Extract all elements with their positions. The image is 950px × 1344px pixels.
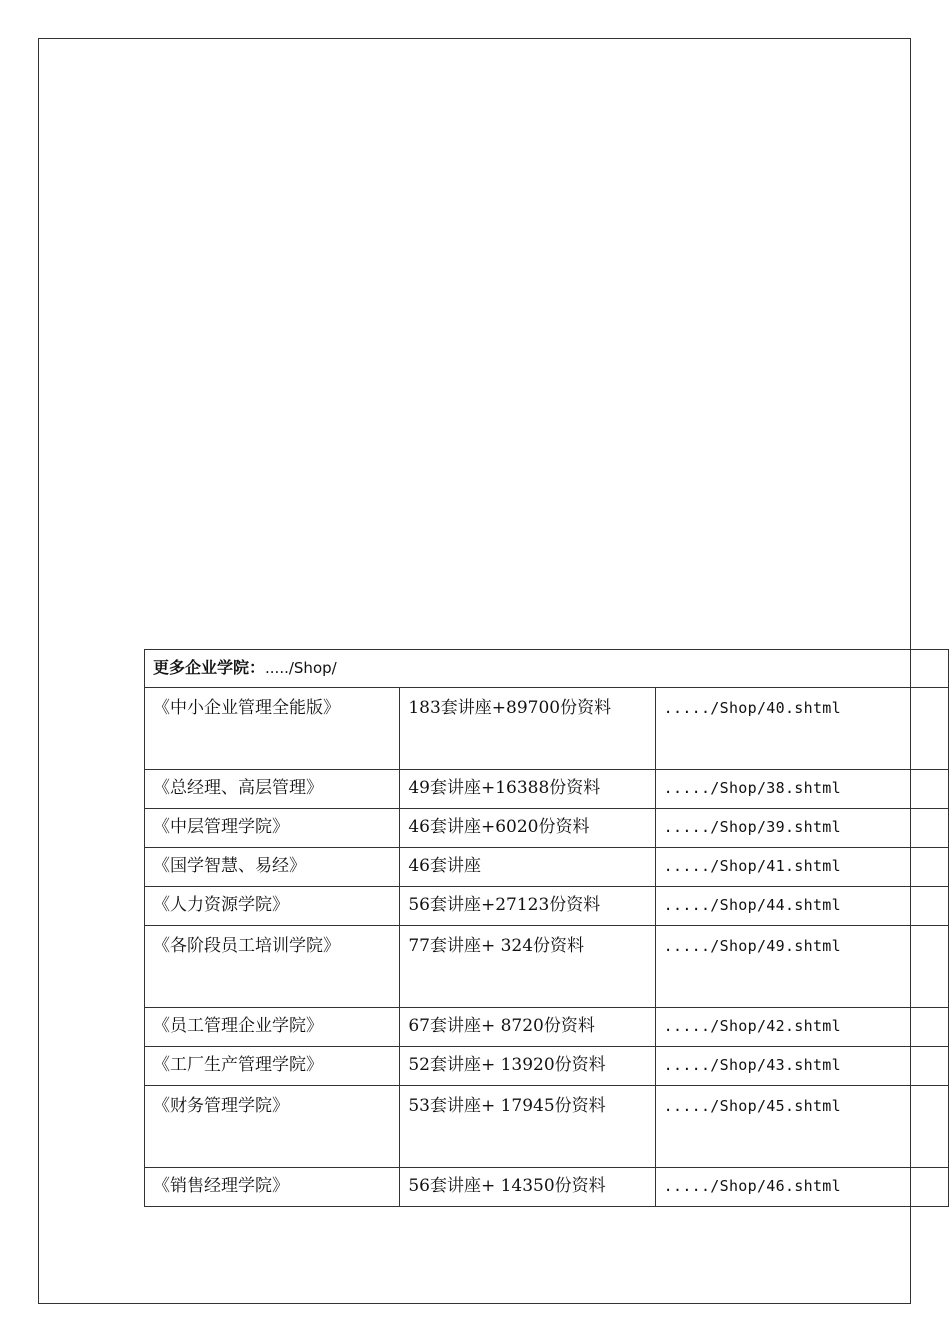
empty-cell (911, 926, 949, 1008)
course-name: 《员工管理企业学院》 (145, 1008, 400, 1047)
course-name: 《销售经理学院》 (145, 1168, 400, 1207)
course-name: 《各阶段员工培训学院》 (145, 926, 400, 1008)
table-row (145, 926, 949, 1008)
course-count: 46套讲座+6020份资料 (400, 809, 655, 848)
course-name: 《人力资源学院》 (145, 887, 400, 926)
course-link[interactable]: ...../Shop/43.shtml (655, 1047, 910, 1086)
course-count: 52套讲座+ 13920份资料 (400, 1047, 655, 1086)
course-count: 56套讲座+ 14350份资料 (400, 1168, 655, 1207)
empty-cell (911, 770, 949, 809)
course-count: 53套讲座+ 17945份资料 (400, 1086, 655, 1168)
empty-cell (911, 1047, 949, 1086)
course-count: 183套讲座+89700份资料 (400, 688, 655, 770)
empty-cell (911, 1008, 949, 1047)
course-link[interactable]: ...../Shop/38.shtml (655, 770, 910, 809)
empty-cell (911, 1086, 949, 1168)
academy-catalog-table (144, 649, 949, 1207)
course-count: 56套讲座+27123份资料 (400, 887, 655, 926)
table-header-cell (145, 650, 911, 688)
table-row (145, 809, 949, 848)
empty-cell (911, 1168, 949, 1207)
course-link[interactable]: ...../Shop/42.shtml (655, 1008, 910, 1047)
table-row (145, 1047, 949, 1086)
course-name: 《财务管理学院》 (145, 1086, 400, 1168)
header-url-link[interactable]: ...../Shop/ (265, 659, 337, 677)
course-name: 《国学智慧、易经》 (145, 848, 400, 887)
table-row (145, 1168, 949, 1207)
table-row (145, 1008, 949, 1047)
empty-cell (911, 809, 949, 848)
header-label: 更多企业学院： (153, 658, 266, 677)
table-row (145, 688, 949, 770)
course-link[interactable]: ...../Shop/49.shtml (655, 926, 910, 1008)
course-count: 46套讲座 (400, 848, 655, 887)
table-row (145, 770, 949, 809)
course-link[interactable]: ...../Shop/46.shtml (655, 1168, 910, 1207)
course-name: 《中小企业管理全能版》 (145, 688, 400, 770)
course-count: 49套讲座+16388份资料 (400, 770, 655, 809)
course-link[interactable]: ...../Shop/44.shtml (655, 887, 910, 926)
table-header-row (145, 650, 949, 688)
empty-cell (911, 650, 949, 688)
course-name: 《中层管理学院》 (145, 809, 400, 848)
table-row (145, 1086, 949, 1168)
course-link[interactable]: ...../Shop/41.shtml (655, 848, 910, 887)
table-row (145, 887, 949, 926)
course-count: 67套讲座+ 8720份资料 (400, 1008, 655, 1047)
table-row (145, 848, 949, 887)
empty-cell (911, 688, 949, 770)
course-name: 《工厂生产管理学院》 (145, 1047, 400, 1086)
course-link[interactable]: ...../Shop/39.shtml (655, 809, 910, 848)
course-link[interactable]: ...../Shop/40.shtml (655, 688, 910, 770)
empty-cell (911, 848, 949, 887)
course-link[interactable]: ...../Shop/45.shtml (655, 1086, 910, 1168)
course-name: 《总经理、高层管理》 (145, 770, 400, 809)
course-count: 77套讲座+ 324份资料 (400, 926, 655, 1008)
empty-cell (911, 887, 949, 926)
